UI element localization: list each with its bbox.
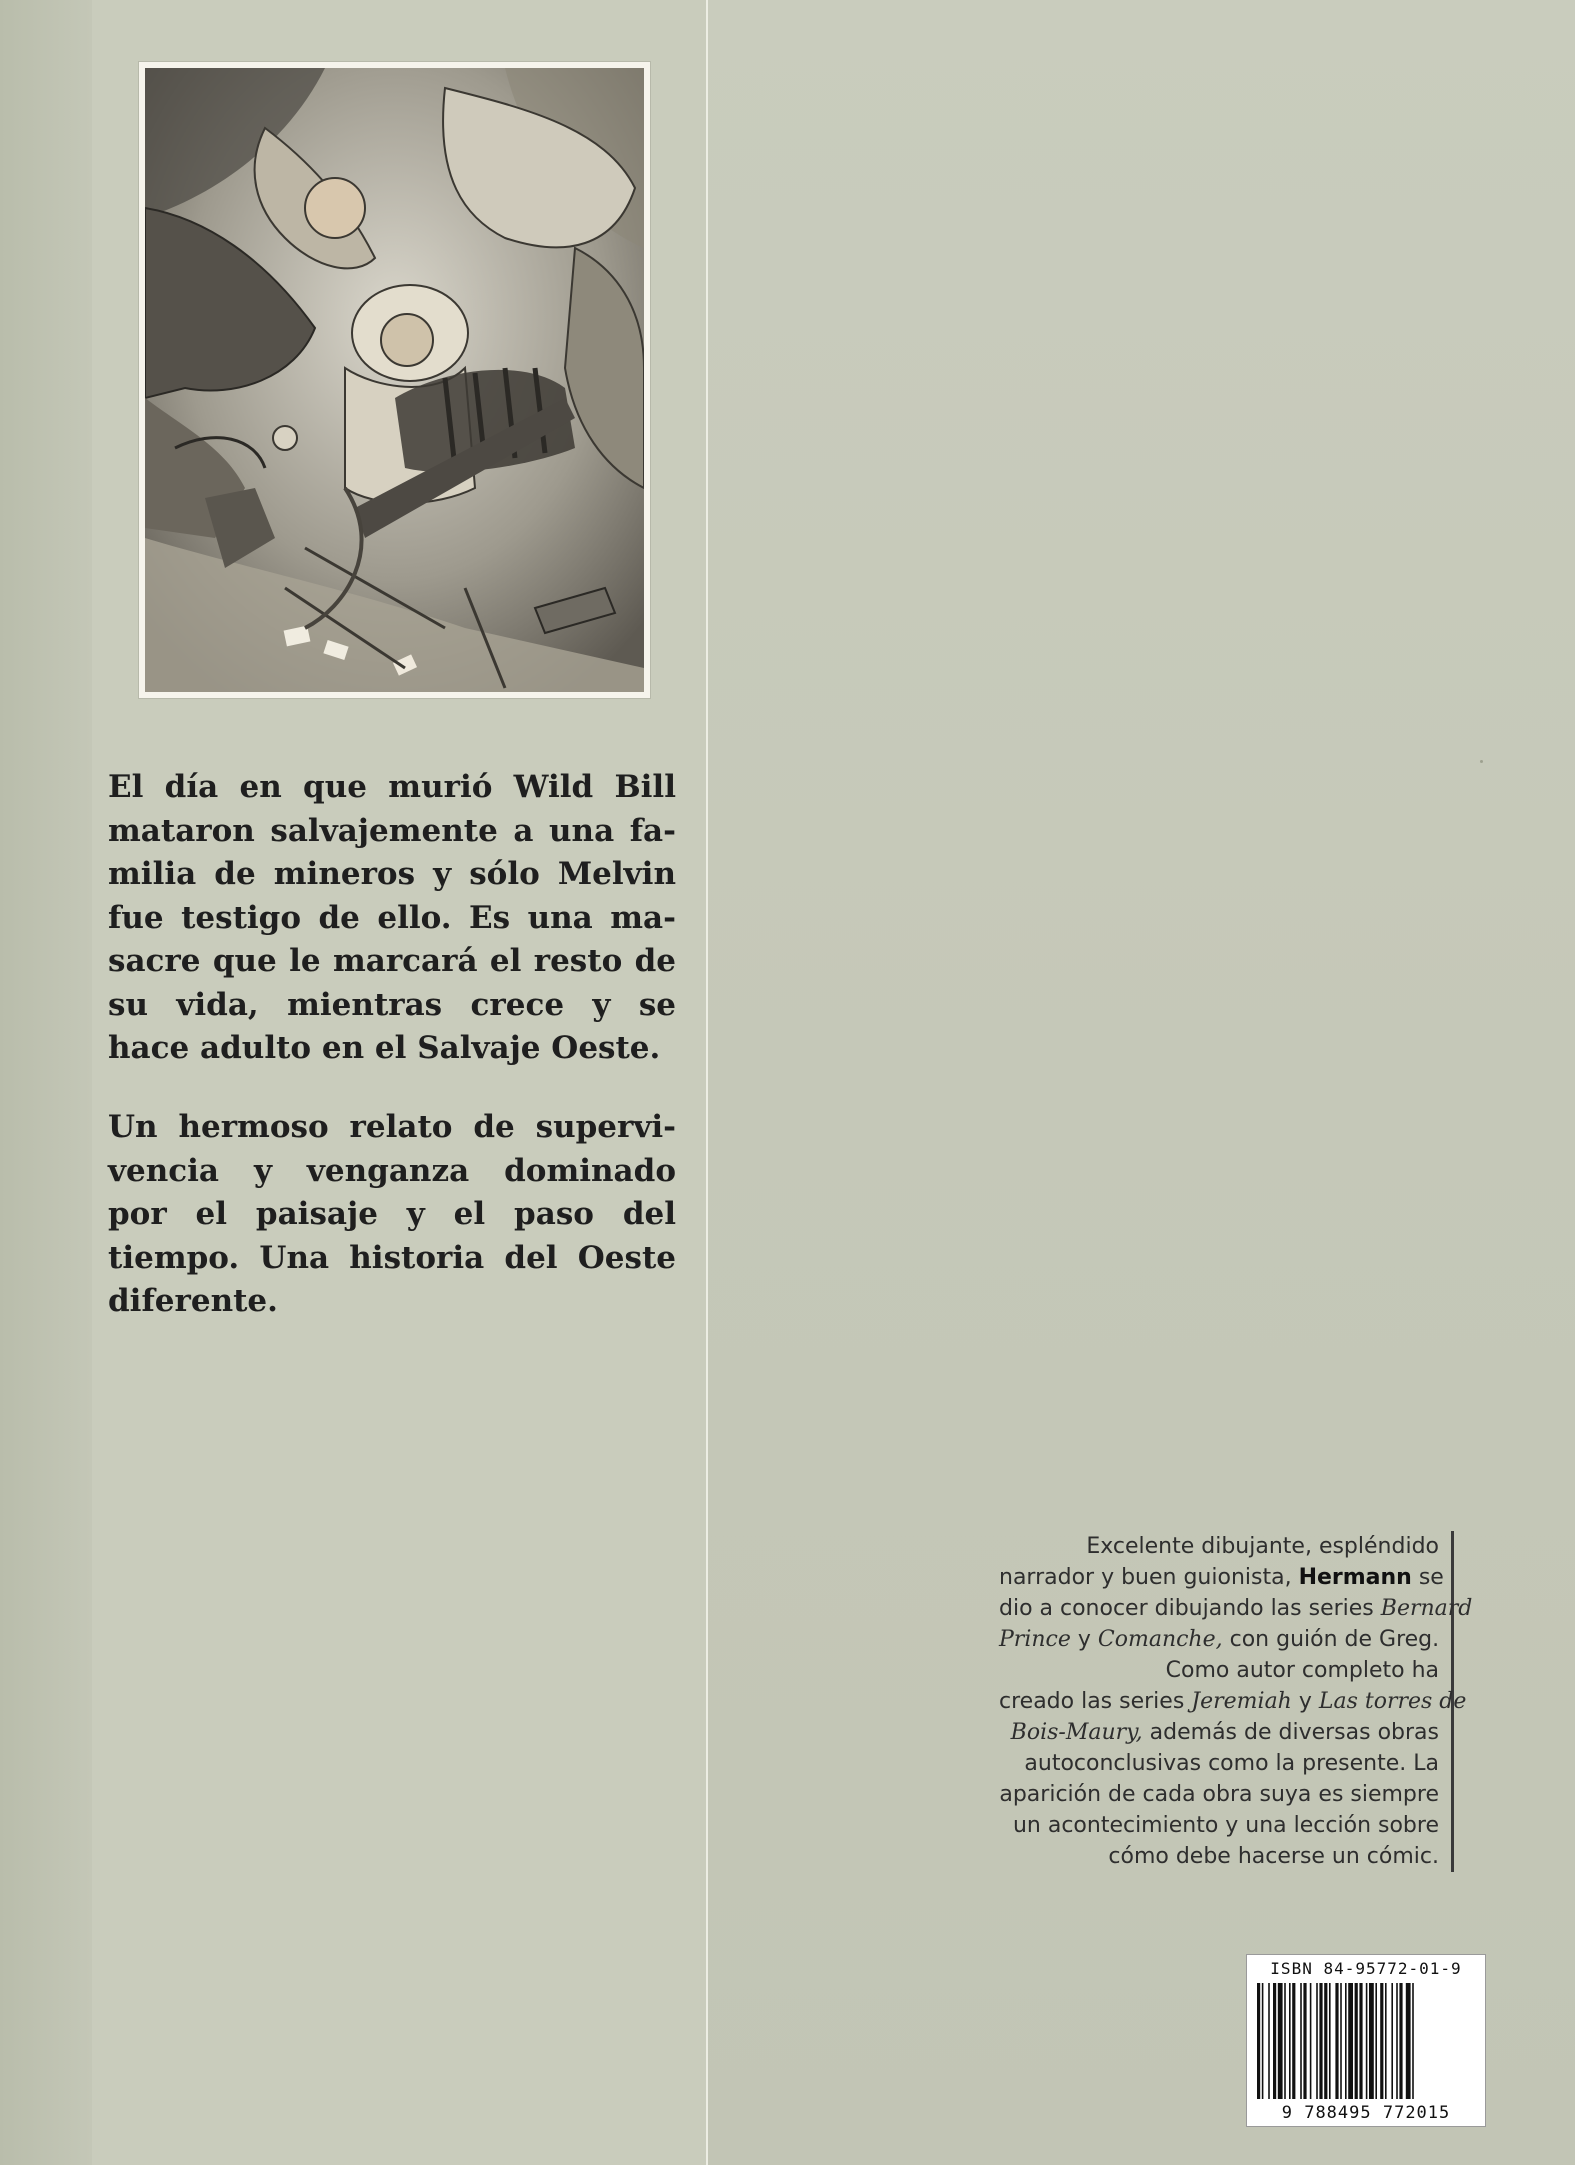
author-bio-text: además de diversas obras [1142,1720,1439,1745]
author-bio-line [999,1717,1439,1748]
synopsis-line: Un hermoso relato de supervi- [108,1109,676,1145]
synopsis-line: fue testigo de ello. Es una ma- [108,899,676,936]
synopsis-line: diferente. [108,1283,278,1319]
author-bio-text: narrador y buen guionista, [999,1565,1299,1590]
synopsis-line: milia de mineros y sólo Melvin [108,856,676,892]
synopsis-line: vencia y venganza dominado [108,1152,676,1189]
author-bio-line: un acontecimiento y una lección sobre [1012,1813,1439,1838]
isbn-barcode [1246,1954,1486,2127]
synopsis-paragraph-2 [108,1106,676,1324]
synopsis-line: mataron salvajemente a una fa- [108,812,676,849]
series-title: Jeremiah [1191,1689,1292,1714]
series-title: Las torres de [1318,1689,1467,1714]
series-title: Prince [999,1627,1071,1652]
author-bio-text: y [1291,1689,1319,1714]
author-bio-line: Como autor completo ha [1165,1658,1439,1683]
author-bio-text: con guión de Greg. [1222,1627,1440,1652]
author-bio-text: creado las series [999,1689,1192,1714]
synopsis-line: sacre que le marcará el resto de [108,943,676,979]
illustration-frame [139,62,650,698]
author-bio-text: se [1411,1565,1444,1590]
author-bio-line [999,1593,1473,1624]
author-bio-line: aparición de cada obra suya es siempre [999,1782,1439,1807]
author-name: Hermann [1298,1565,1412,1590]
synopsis-line: hace adulto en el Salvaje Oeste. [108,1030,661,1066]
isbn-label: ISBN 84-95772-01-9 [1270,1959,1462,1978]
series-title: Comanche, [1097,1627,1223,1652]
barcode-bars [1257,1983,1475,2099]
barcode-digits: 9 788495 772015 [1281,2103,1451,2123]
author-bio-line: Excelente dibujante, espléndido [1086,1534,1439,1559]
author-bio-line [999,1562,1444,1593]
author-bio-line: cómo debe hacerse un cómic. [1108,1844,1439,1869]
author-bio-text: y [1070,1627,1098,1652]
author-bio-line [999,1624,1439,1655]
series-title: Bernard [1380,1596,1473,1621]
synopsis-line: su vida, mientras crece y se [108,986,676,1023]
author-bio [999,1531,1473,1872]
synopsis-paragraph-1 [108,766,676,1071]
synopsis-line: tiempo. Una historia del Oeste [108,1239,676,1276]
author-bio-text: dio a conocer dibujando las series [999,1596,1381,1621]
series-title: Bois-Maury, [1010,1720,1143,1745]
author-bio-line [999,1686,1467,1717]
synopsis-line: El día en que murió Wild Bill [108,769,676,805]
author-bio-line: autoconclusivas como la presente. La [1024,1751,1439,1776]
western-saloon-brawl-illustration [145,68,644,692]
paper-speck [1480,760,1483,763]
cover-left-edge [0,0,92,2165]
synopsis-line: por el paisaje y el paso del [108,1196,676,1232]
panel-divider-line [706,0,708,2165]
